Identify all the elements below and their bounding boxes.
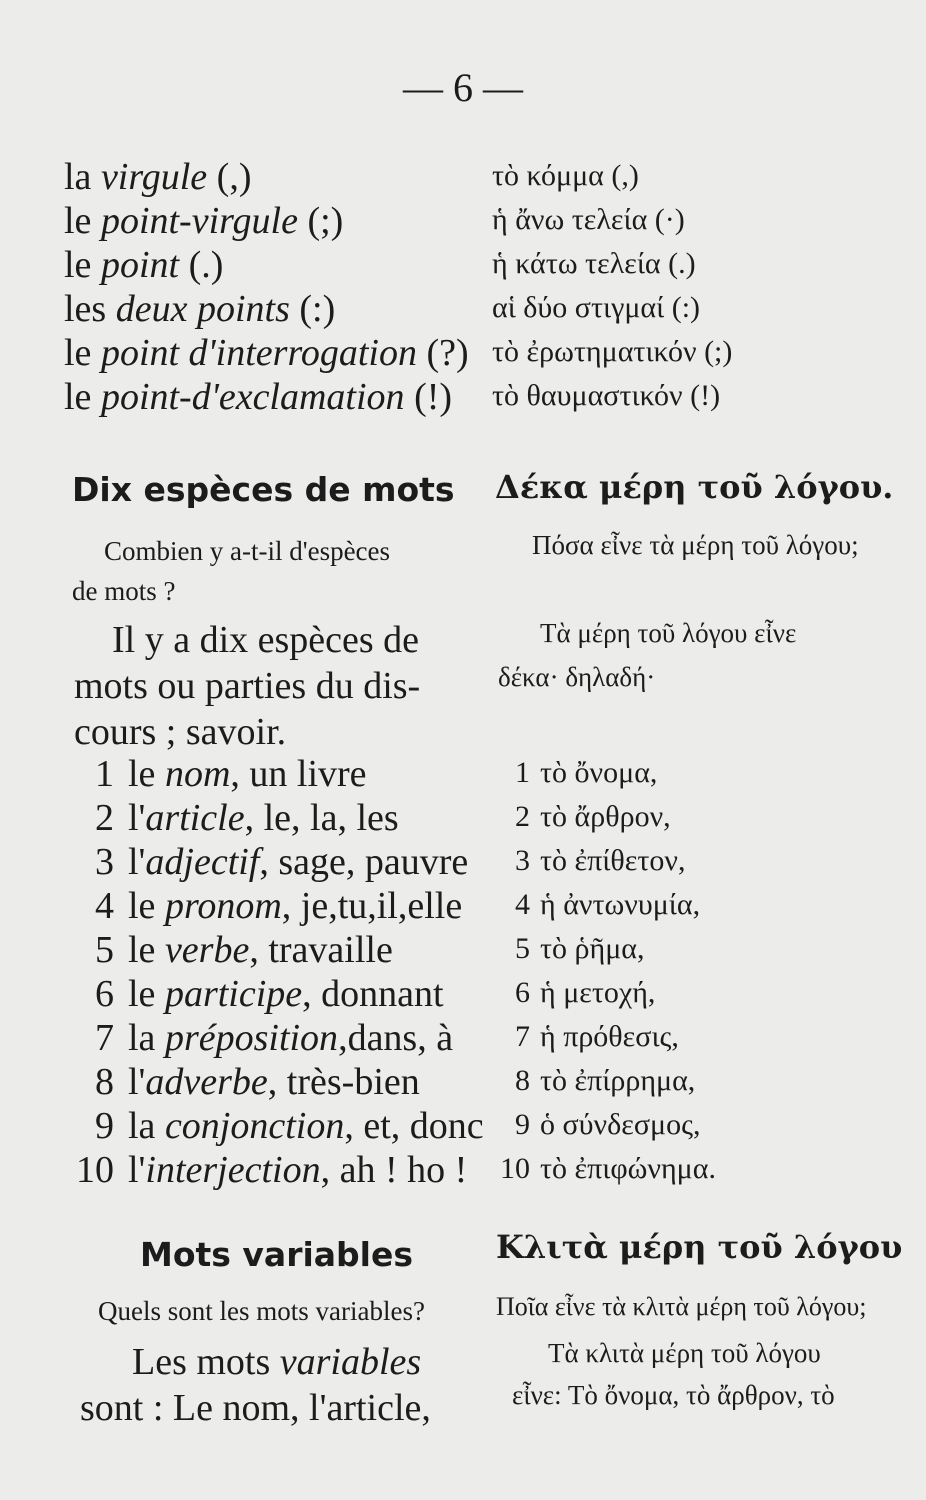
punctuation-row xyxy=(64,375,904,419)
answer-fr-term: variables xyxy=(279,1341,422,1383)
punctuation-fr xyxy=(64,287,335,331)
question-fr-cont: de mots ? xyxy=(72,576,176,606)
item-gr: τὸ ῥῆμα, xyxy=(540,932,645,965)
item-pre: l' xyxy=(128,841,146,883)
item-term: préposition xyxy=(164,1017,339,1059)
punctuation-gr: τὸ κόμμα (,) xyxy=(492,159,639,192)
item-term: adverbe xyxy=(145,1061,268,1103)
item-gr: ὁ σύνδεσμος, xyxy=(540,1108,701,1141)
fr-article: le xyxy=(64,200,101,242)
question-gr: Πόσα εἶνε τὰ μέρη τοῦ λόγου; xyxy=(532,530,859,560)
item-number: 4 xyxy=(95,885,114,927)
punctuation-fr xyxy=(64,243,223,287)
item-number: 10 xyxy=(76,1149,114,1191)
list-item xyxy=(0,1016,926,1060)
item-fr xyxy=(128,752,367,796)
fr-term: deux points xyxy=(115,288,290,330)
item-number-gr: 3 xyxy=(515,844,530,877)
item-gr: τὸ ἐπίθετον, xyxy=(540,844,686,877)
item-gr: τὸ ἐπιφώνημα. xyxy=(540,1152,716,1185)
item-term: pronom xyxy=(164,885,282,927)
list-item xyxy=(0,752,926,796)
punctuation-gr: τὸ θαυμαστικόν (!) xyxy=(492,379,721,412)
item-number: 8 xyxy=(95,1061,114,1103)
item-pre: le xyxy=(128,753,165,795)
answer-fr-cont: sont : Le nom, l'article, xyxy=(80,1387,431,1429)
item-term: article xyxy=(145,797,245,839)
answer-fr: Il y a dix espèces de xyxy=(112,619,420,661)
answer-fr-cont: cours ; savoir. xyxy=(74,711,287,753)
item-number: 7 xyxy=(95,1017,114,1059)
item-fr xyxy=(128,884,462,928)
fr-symbol: (;) xyxy=(297,200,344,242)
item-pre: l' xyxy=(128,797,146,839)
item-number-gr: 9 xyxy=(515,1108,530,1141)
item-term: conjonction xyxy=(164,1105,345,1147)
fr-symbol: (!) xyxy=(404,376,453,418)
item-gr: τὸ ἄρθρον, xyxy=(540,800,671,833)
item-number-gr: 1 xyxy=(515,756,530,789)
fr-term: virgule xyxy=(100,156,208,198)
item-term: interjection xyxy=(145,1149,321,1191)
item-term: nom xyxy=(164,753,231,795)
item-pre: l' xyxy=(128,1061,146,1103)
item-post: , un livre xyxy=(230,753,367,795)
item-number: 1 xyxy=(95,753,114,795)
item-post: , sage, pauvre xyxy=(259,841,469,883)
item-number-gr: 7 xyxy=(515,1020,530,1053)
punctuation-row xyxy=(64,199,904,243)
question-fr: Combien y a-t-il d'espèces xyxy=(104,536,391,566)
item-post: , donnant xyxy=(302,973,444,1015)
item-number: 3 xyxy=(95,841,114,883)
answer-gr-cont: δέκα· δηλαδή· xyxy=(498,662,656,692)
fr-article: le xyxy=(64,244,101,286)
fr-article: les xyxy=(64,288,116,330)
item-post: , très-bien xyxy=(267,1061,420,1103)
item-pre: le xyxy=(128,973,165,1015)
answer-gr: Τὰ κλιτὰ μέρη τοῦ λόγου xyxy=(548,1338,821,1368)
item-term: adjectif xyxy=(145,841,260,883)
item-pre: le xyxy=(128,885,165,927)
item-post: , le, la, les xyxy=(244,797,399,839)
page-number: — 6 — xyxy=(403,65,523,110)
fr-article: le xyxy=(64,376,101,418)
fr-symbol: (?) xyxy=(416,332,469,374)
answer-gr-cont: εἶνε: Τὸ ὄνομα, τὸ ἄρθρον, τὸ xyxy=(512,1380,835,1410)
punctuation-gr: ἡ ἄνω τελεία (·) xyxy=(492,203,685,236)
answer-gr: Τὰ μέρη τοῦ λόγου εἶνε xyxy=(540,618,797,648)
item-number-gr: 8 xyxy=(515,1064,530,1097)
list-item xyxy=(0,884,926,928)
punctuation-gr: τὸ ἐρωτηματικόν (;) xyxy=(492,335,733,368)
item-number: 5 xyxy=(95,929,114,971)
section-heading-gr: Κλιτὰ μέρη τοῦ λόγου xyxy=(496,1228,903,1266)
item-number-gr: 4 xyxy=(515,888,530,921)
item-number: 6 xyxy=(95,973,114,1015)
answer-fr-cont: mots ou parties du dis- xyxy=(74,665,421,707)
item-fr xyxy=(128,928,393,972)
item-gr: ἡ μετοχή, xyxy=(540,976,656,1009)
item-fr xyxy=(128,1104,484,1148)
item-pre: l' xyxy=(128,1149,146,1191)
item-gr: ἡ πρόθεσις, xyxy=(540,1020,679,1053)
section-heading-gr: Δέκα μέρη τοῦ λόγου. xyxy=(495,468,894,506)
item-fr xyxy=(128,840,468,884)
fr-article: la xyxy=(64,156,101,198)
item-term: participe xyxy=(164,973,303,1015)
fr-term: point xyxy=(100,244,180,286)
item-term: verbe xyxy=(164,929,250,971)
question-fr: Quels sont les mots variables? xyxy=(98,1296,425,1326)
item-pre: la xyxy=(128,1105,165,1147)
fr-term: point-d'exclamation xyxy=(100,376,405,418)
item-post: , ah ! ho ! xyxy=(320,1149,468,1191)
fr-symbol: (,) xyxy=(207,156,252,198)
item-post: ,dans, à xyxy=(338,1017,454,1059)
question-gr: Ποῖα εἶνε τὰ κλιτὰ μέρη τοῦ λόγου; xyxy=(496,1292,867,1321)
list-item xyxy=(0,928,926,972)
punctuation-fr xyxy=(64,375,452,419)
item-number-gr: 2 xyxy=(515,800,530,833)
fr-term: point d'interrogation xyxy=(100,332,417,374)
list-item xyxy=(0,1104,926,1148)
punctuation-row xyxy=(64,287,904,331)
fr-symbol: (:) xyxy=(289,288,336,330)
punctuation-fr xyxy=(64,155,251,199)
list-item xyxy=(0,972,926,1016)
list-item xyxy=(0,1060,926,1104)
list-item xyxy=(0,840,926,884)
item-post: , et, donc xyxy=(344,1105,484,1147)
item-gr: τὸ ἐπίρρημα, xyxy=(540,1064,696,1097)
answer-fr-text: Les mots xyxy=(132,1341,280,1383)
section-heading-fr: Dix espèces de mots xyxy=(72,470,455,509)
item-gr: τὸ ὄνομα, xyxy=(540,756,658,789)
punctuation-row xyxy=(64,243,904,287)
punctuation-row xyxy=(64,155,904,199)
fr-article: le xyxy=(64,332,101,374)
punctuation-gr: ἡ κάτω τελεία (.) xyxy=(492,247,696,280)
fr-term: point-virgule xyxy=(100,200,298,242)
item-number-gr: 6 xyxy=(515,976,530,1009)
item-number: 9 xyxy=(95,1105,114,1147)
list-item xyxy=(0,1148,926,1192)
item-post: , travaille xyxy=(249,929,393,971)
item-number-gr: 10 xyxy=(500,1152,530,1185)
item-number-gr: 5 xyxy=(515,932,530,965)
item-number: 2 xyxy=(95,797,114,839)
punctuation-row xyxy=(64,331,904,375)
item-post: , je,tu,il,elle xyxy=(281,885,463,927)
punctuation-fr xyxy=(64,331,469,375)
item-pre: la xyxy=(128,1017,165,1059)
item-fr xyxy=(128,1060,420,1104)
item-pre: le xyxy=(128,929,165,971)
answer-fr xyxy=(132,1340,421,1384)
section-heading-fr: Mots variables xyxy=(140,1235,414,1274)
item-fr xyxy=(128,1148,467,1192)
punctuation-fr xyxy=(64,199,343,243)
fr-symbol: (.) xyxy=(179,244,224,286)
item-fr xyxy=(128,796,399,840)
punctuation-gr: αἱ δύο στιγμαί (:) xyxy=(492,291,701,324)
list-item xyxy=(0,796,926,840)
item-fr xyxy=(128,972,444,1016)
item-gr: ἡ ἀντωνυμία, xyxy=(540,888,701,921)
item-fr xyxy=(128,1016,453,1060)
